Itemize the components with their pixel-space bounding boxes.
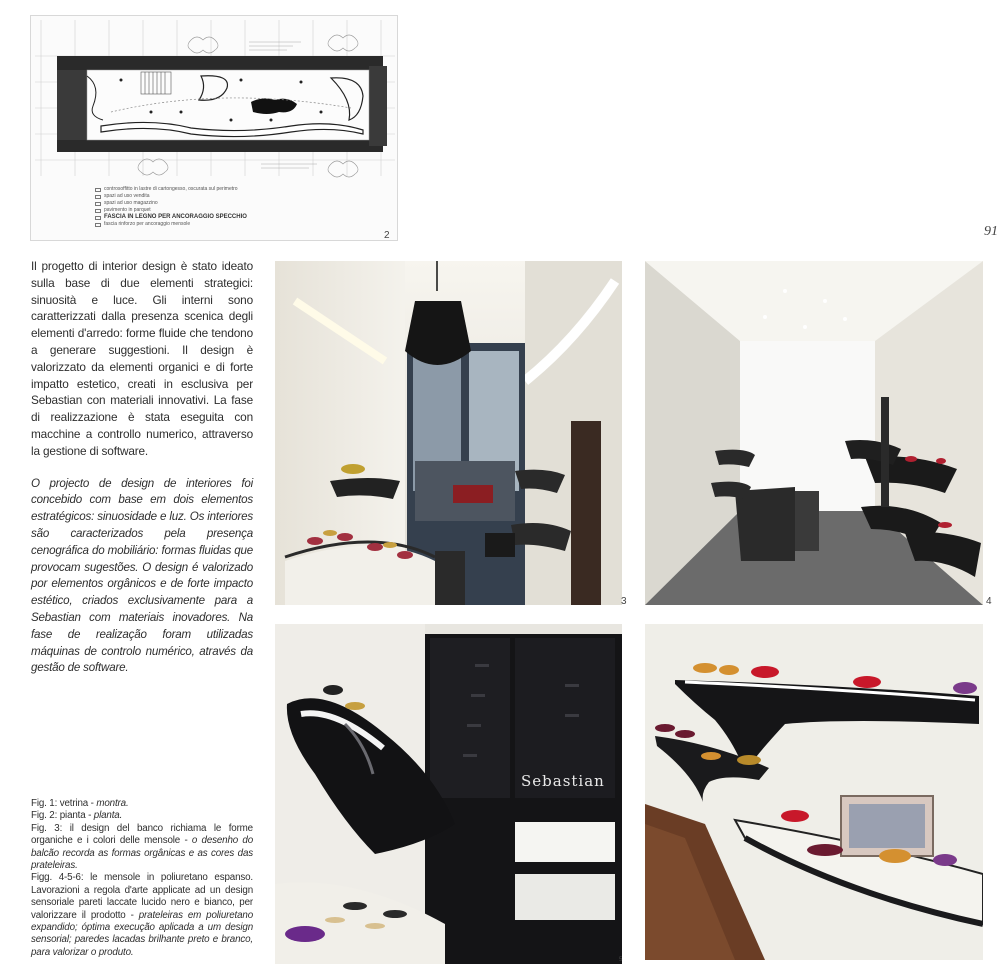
legend-line-4: pavimento in parquet xyxy=(104,207,151,213)
legend-line-5: FASCIA IN LEGNO PER ANCORAGGIO SPECCHIO xyxy=(104,214,247,220)
legend-swatch-icon xyxy=(95,223,101,227)
caption-fig456: Figg. 4-5-6: le mensole in poliuretano espanso. Lavorazioni a regola d'arte applicate ad un design sensoriale pareti laccate lucido nero e bianco, per valorizzare il prodotto - prateleiras em poliuretano expandido; óptima execução aplicada a um design sensorial; paredes lacadas brilhante preto e branco, para valorizar o produto. xyxy=(31,872,254,958)
floor-plan-figure xyxy=(30,15,398,241)
figure-number-4: 4 xyxy=(986,596,992,607)
figure-number-5: 5 xyxy=(619,957,623,963)
legend-swatch-icon xyxy=(95,202,101,206)
legend-swatch-icon xyxy=(95,209,101,213)
photo-storefront-sign xyxy=(275,624,622,964)
body-text-column xyxy=(31,258,253,677)
legend-swatch-icon xyxy=(95,188,101,192)
figure-captions xyxy=(31,798,253,959)
body-paragraph-portuguese: O projecto de design de interiores foi concebido com base em dois elementos estratégicos: sinuosidade e luz. Os interiores são caracterizados pela presença cenográfica do mobiliário: formas fluidas que provocam sugestões. O design é valorizado por elementos orgânicos e de forte impacto estético, criados exclusivamente para a Sebastian com materiais inovadores. Na fase de realização foram utilizadas máquinas de controlo numérico, através da gestão de software. xyxy=(31,476,253,675)
body-paragraph-italian: Il progetto di interior design è stato ideato sulla base di due elementi strategici: sinuosità e luce. Gli interni sono caratterizzati dalla presenza scenica degli elementi d'arredo: forme fluide che tendono a generare suggestioni. Il design è valorizzato da elementi organici e di forte impatto estetico, creati in esclusiva per Sebastian con materiali innovativi. La fase di realizzazione è stata eseguita con macchine a controllo numerico, attraverso la gestione di software. xyxy=(31,259,253,458)
plan-legend xyxy=(95,186,395,228)
caption-fig3: Fig. 3: il design del banco richiama le forme organiche e i colori delle mensole - o desenho do balcão recorda as formas orgânicas e as cores das prateleiras. xyxy=(31,822,253,872)
photo-shoe-shelves xyxy=(645,624,983,960)
legend-line-1: controsoffitto in lastre di cartongesso, oscurata sul perimetro xyxy=(104,186,238,192)
photo-store-interior-chandelier xyxy=(275,261,622,605)
page-number: 91 xyxy=(984,224,998,239)
legend-line-3: spazi ad uso magazzino xyxy=(104,200,158,206)
legend-swatch-icon xyxy=(95,216,101,220)
caption-fig1: Fig. 1: vetrina - montra. xyxy=(31,798,129,809)
figure-number-2: 2 xyxy=(384,230,390,241)
legend-line-2: spazi ad uso vendita xyxy=(104,193,150,199)
figure-number-3: 3 xyxy=(621,596,627,607)
legend-line-6: fascia rinforzo per ancoraggio mensole xyxy=(104,221,191,227)
legend-swatch-icon xyxy=(95,195,101,199)
photo-store-corridor xyxy=(645,261,983,605)
storefront-sign-text: Sebastian xyxy=(521,772,605,790)
caption-fig2: Fig. 2: pianta - planta. xyxy=(31,810,123,822)
